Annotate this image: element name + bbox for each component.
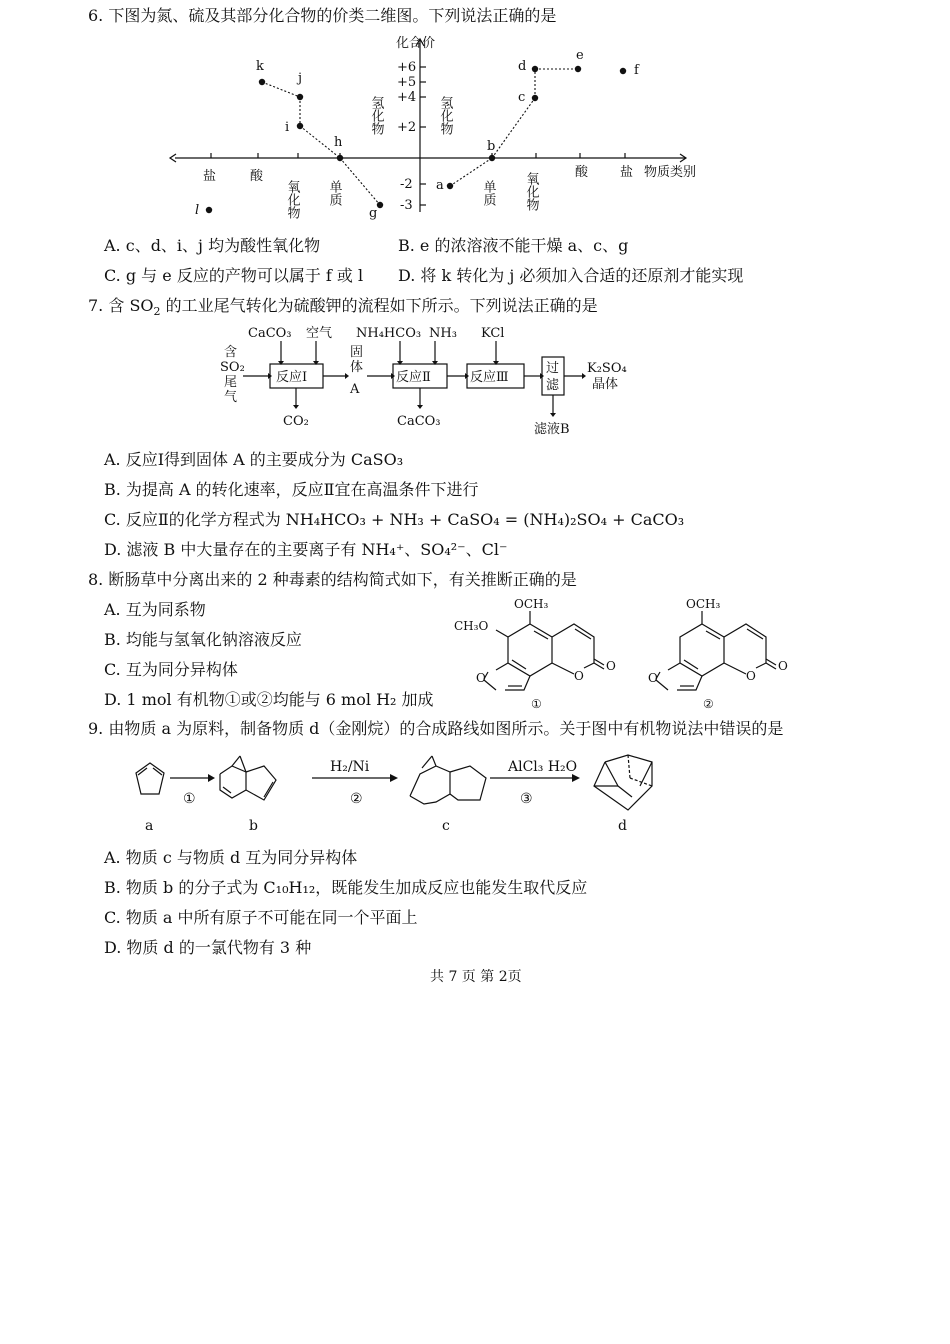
box4-line1: 过 — [546, 361, 560, 376]
product-k2so4: K₂SO₄ — [587, 361, 627, 376]
q7-option-d: D. 滤液 B 中大量存在的主要离子有 NH₄⁺、SO₄²⁻、Cl⁻ — [104, 540, 508, 559]
input-line4: 气 — [224, 390, 238, 405]
label-l: l — [195, 203, 200, 218]
label-d: d — [618, 818, 627, 834]
label-j: j — [298, 71, 303, 86]
q8-option-c: C. 互为同分异构体 — [104, 660, 238, 679]
molecule-c — [410, 756, 486, 804]
hydride-right: 氢化物 — [437, 96, 453, 135]
q9-option-c: C. 物质 a 中所有原子不可能在同一个平面上 — [104, 908, 418, 927]
cat-left-element: 单质 — [326, 180, 342, 206]
cat-right-oxide: 氧化物 — [523, 172, 539, 211]
point-f — [620, 68, 626, 74]
point-c — [532, 95, 538, 101]
step2-label: ② — [350, 791, 363, 807]
struct1-number: ① — [531, 697, 542, 711]
label-b: b — [249, 818, 258, 834]
struct2-furan-o: O — [648, 671, 658, 685]
box4-line2: 滤 — [546, 378, 560, 393]
cat-left-salt: 盐 — [203, 169, 217, 184]
y-axis-label: 化合价 — [396, 36, 436, 51]
tick-minus3: -3 — [400, 198, 413, 213]
step1-label: ① — [183, 791, 196, 807]
label-c: c — [518, 90, 526, 105]
q8-option-a: A. 互为同系物 — [104, 600, 206, 619]
x-axis-label: 物质类别 — [644, 165, 697, 180]
label-g: g — [369, 206, 378, 221]
q6-option-d: D. 将 k 转化为 j 必须加入合适的还原剂才能实现 — [398, 266, 744, 285]
cat-left-oxide: 氧化物 — [284, 180, 300, 219]
label-d: d — [518, 59, 527, 74]
reagent-caco3: CaCO₃ — [248, 326, 292, 341]
label-h: h — [334, 135, 343, 150]
point-g — [377, 202, 383, 208]
q8-option-b: B. 均能与氢氧化钠溶液反应 — [104, 630, 302, 649]
box3-label: 反应Ⅲ — [470, 370, 509, 385]
label-i: i — [285, 120, 290, 135]
q8-stem: 8. 断肠草中分离出来的 2 种毒素的结构简式如下，有关推断正确的是 — [88, 570, 577, 589]
tick-plus6: +6 — [397, 60, 417, 75]
tick-plus5: +5 — [397, 75, 417, 90]
molecule-a — [136, 763, 164, 794]
q6-stem: 6. 下图为氮、硫及其部分化合物的价类二维图。下列说法正确的是 — [88, 6, 557, 25]
input-line3: 尾 — [224, 375, 238, 390]
b-c-link — [492, 98, 535, 158]
label-a: a — [145, 818, 154, 834]
label-k: k — [256, 59, 264, 74]
molecule-d — [594, 755, 652, 810]
product-crystal: 晶体 — [592, 377, 619, 392]
q7-option-a: A. 反应Ⅰ得到固体 A 的主要成分为 CaSO₃ — [104, 450, 404, 469]
label-a: a — [436, 178, 444, 193]
q9-option-a: A. 物质 c 与物质 d 互为同分异构体 — [104, 848, 358, 867]
reagent-air: 空气 — [306, 326, 333, 341]
step2-reagent: H₂/Ni — [330, 759, 370, 775]
q8-option-d: D. 1 mol 有机物①或②均能与 6 mol H₂ 加成 — [104, 690, 434, 709]
tick-plus2: +2 — [397, 120, 417, 135]
input-line1: 含 — [224, 345, 238, 360]
filtrate-b: 滤液B — [534, 422, 570, 437]
q6-option-c: C. g 与 e 反应的产物可以属于 f 或 l — [104, 266, 364, 285]
q9-stem: 9. 由物质 a 为原料，制备物质 d（金刚烷）的合成路线如图所示。关于图中有机物说法中错误的是 — [88, 719, 784, 738]
q7-stem: 7. 含 $SO_2$ 的工业尾气转化为硫酸钾的流程如下所示。下列说法正确的是 — [88, 296, 598, 319]
output-co2: CO₂ — [283, 414, 309, 429]
point-k — [259, 79, 265, 85]
q9-synthesis-scheme — [125, 748, 665, 838]
struct1-furan-o: O — [476, 671, 486, 685]
q7-option-c: C. 反应Ⅱ的化学方程式为 NH₄HCO₃ + NH₃ + CaSO₄ = (NH₄)₂SO₄ + CaCO₃ — [104, 510, 685, 529]
point-e — [575, 66, 581, 72]
tick-minus2: -2 — [400, 177, 413, 192]
point-h — [337, 155, 343, 161]
point-j — [297, 94, 303, 100]
struct1-ch3o: CH₃O — [454, 619, 489, 633]
structure-1 — [484, 611, 604, 690]
k-j-link — [262, 82, 300, 97]
molecule-b — [220, 756, 276, 800]
box1-label: 反应Ⅰ — [276, 370, 308, 385]
q6-option-a: A. c、d、i、j 均为酸性氧化物 — [104, 236, 321, 255]
cat-right-acid: 酸 — [575, 165, 589, 180]
label-b: b — [487, 139, 496, 154]
structure-2 — [656, 611, 776, 690]
q6-option-b: B. e 的浓溶液不能干燥 a、c、g — [398, 236, 629, 255]
label-c: c — [442, 818, 450, 834]
point-b — [489, 155, 495, 161]
struct2-ring-o: O — [746, 669, 756, 683]
struct2-number: ② — [703, 697, 714, 711]
struct2-carbonyl-o: O — [778, 659, 788, 673]
step3-label: ③ — [520, 791, 533, 807]
box2-label: 反应Ⅱ — [396, 370, 431, 385]
struct1-ring-o: O — [574, 669, 584, 683]
page-footer: 共 7 页 第 2页 — [430, 969, 522, 985]
hydride-left: 氢化物 — [368, 96, 384, 135]
output-caco3: CaCO₃ — [397, 414, 441, 429]
point-i — [297, 123, 303, 129]
reagent-kcl: KCl — [481, 326, 505, 341]
q7-option-b: B. 为提高 A 的转化速率，反应Ⅱ宜在高温条件下进行 — [104, 480, 479, 499]
reagent-nh4hco3: NH₄HCO₃ — [356, 326, 422, 341]
cat-right-salt: 盐 — [620, 165, 634, 180]
input-line2: SO₂ — [220, 360, 245, 375]
mid-line1: 固 — [350, 345, 364, 360]
q8-structures — [450, 595, 788, 713]
tick-plus4: +4 — [397, 90, 417, 105]
point-a — [447, 183, 453, 189]
struct2-och3: OCH₃ — [686, 597, 721, 611]
q9-option-d: D. 物质 d 的一氯代物有 3 种 — [104, 938, 312, 957]
cat-right-element: 单质 — [480, 180, 496, 206]
cat-left-acid: 酸 — [250, 169, 264, 184]
reagent-nh3: NH₃ — [429, 326, 457, 341]
mid-line2: 体 — [350, 360, 364, 375]
q6-valence-chart — [160, 30, 720, 230]
label-f: f — [634, 63, 639, 78]
point-l — [206, 207, 212, 213]
q9-option-b: B. 物质 b 的分子式为 C₁₀H₁₂，既能发生加成反应也能发生取代反应 — [104, 878, 588, 897]
h-g-link — [340, 158, 380, 205]
q7-flowchart — [215, 318, 635, 440]
struct1-och3: OCH₃ — [514, 597, 549, 611]
step3-reagent: AlCl₃ H₂O — [508, 759, 578, 775]
struct1-carbonyl-o: O — [606, 659, 616, 673]
mid-line3: A — [350, 382, 360, 397]
point-d — [532, 66, 538, 72]
label-e: e — [576, 48, 584, 63]
